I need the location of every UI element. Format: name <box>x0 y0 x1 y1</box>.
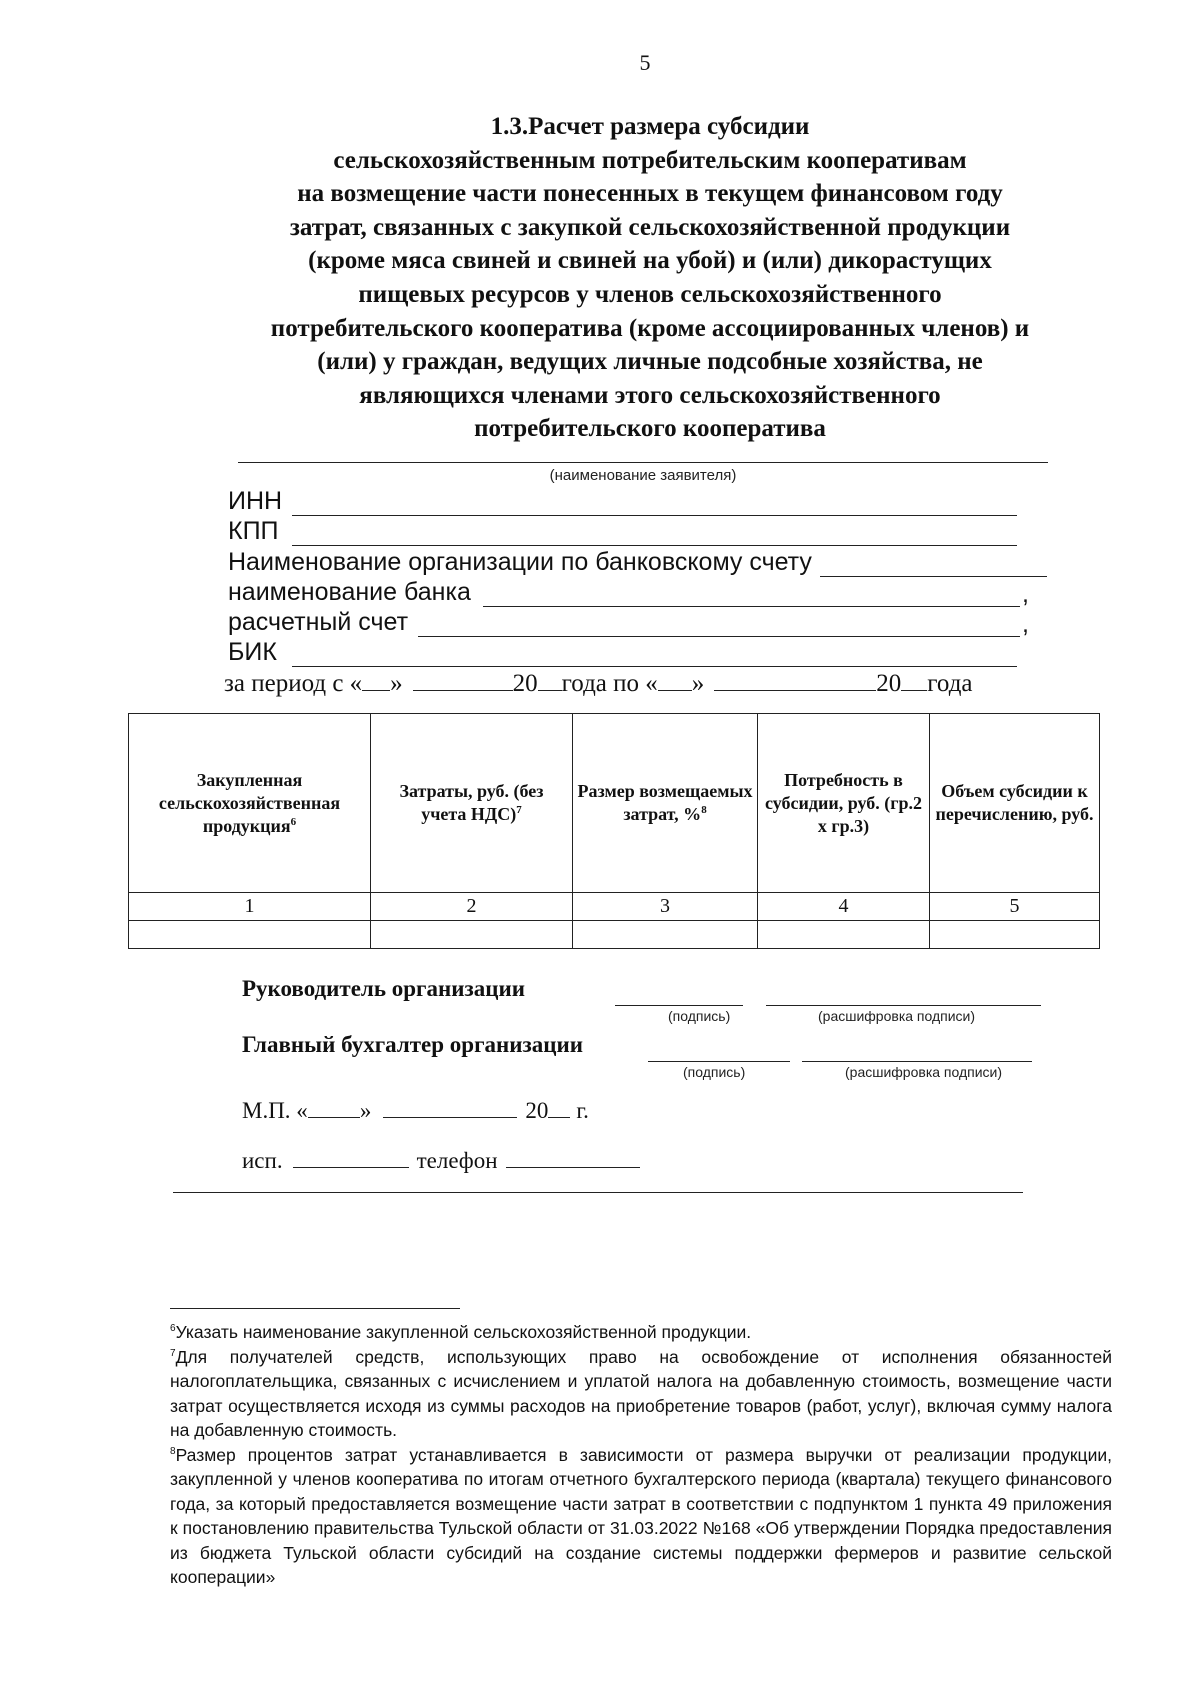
account-field[interactable] <box>418 636 1020 637</box>
head-signature-field[interactable] <box>615 1005 743 1006</box>
kpp-field[interactable] <box>292 545 1017 546</box>
accountant-signature-caption: (подпись) <box>683 1064 746 1080</box>
title-line: являющихся членами этого сельскохозяйственного <box>359 381 941 409</box>
table-header-row <box>129 714 1100 893</box>
document-title <box>200 110 1100 446</box>
bank-account-org-field[interactable] <box>820 576 1047 577</box>
period-to-year-field[interactable] <box>901 668 927 691</box>
accountant-signature-field[interactable] <box>648 1061 790 1062</box>
table-header-cell: Объем субсидии к перечислению, руб. <box>930 714 1100 893</box>
bik-field[interactable] <box>292 666 1017 667</box>
mp-line <box>242 1095 589 1124</box>
executor-label: исп. <box>242 1148 283 1173</box>
title-line: (кроме мяса свиней и свиней на убой) и (или) дикорастущих <box>308 247 992 275</box>
period-from-month-field[interactable] <box>413 668 513 691</box>
period-to-month-field[interactable] <box>714 668 876 691</box>
bank-name-field[interactable] <box>483 606 1020 607</box>
mp-month-field[interactable] <box>383 1095 517 1118</box>
table-number-row <box>129 893 1100 921</box>
head-label: Руководитель организации <box>242 976 525 1001</box>
footnote-separator <box>170 1308 460 1309</box>
table-header-cell: Потребность в субсидии, руб. (гр.2 х гр.3) <box>758 714 930 893</box>
account-label: расчетный счет <box>228 608 409 636</box>
period-end-text: года <box>927 670 973 697</box>
title-line: пищевых ресурсов у членов сельскохозяйственного <box>358 280 942 308</box>
table-cell[interactable] <box>758 921 930 949</box>
period-line <box>224 668 973 698</box>
bank-name-comma: , <box>1022 580 1029 608</box>
table-cell[interactable] <box>930 921 1100 949</box>
period-year-prefix: 20 <box>876 670 902 697</box>
mp-suffix: г. <box>576 1098 589 1123</box>
column-number: 2 <box>371 893 573 921</box>
title-line: потребительского кооператива (кроме ассоциированных членов) и <box>270 314 1030 342</box>
column-number: 4 <box>758 893 930 921</box>
form-bottom-rule <box>173 1192 1023 1193</box>
table-header-cell: Размер возмещаемых затрат, %$^8$ <box>573 714 758 893</box>
period-from-prefix: за период с « <box>224 670 363 697</box>
inn-field[interactable] <box>292 515 1017 516</box>
title-line: 1.3.Расчет размера субсидии <box>490 113 810 140</box>
accountant-label: Главный бухгалтер организации <box>242 1032 584 1057</box>
kpp-label: КПП <box>228 517 279 545</box>
inn-label: ИНН <box>228 487 283 515</box>
table-header-cell: Затраты, руб. (без учета НДС)$^7$ <box>371 714 573 893</box>
phone-label: телефон <box>416 1148 498 1173</box>
period-quote: » <box>390 670 403 697</box>
table-cell[interactable] <box>129 921 371 949</box>
table-cell[interactable] <box>371 921 573 949</box>
period-year-prefix: 20 <box>512 670 538 697</box>
column-number: 3 <box>573 893 758 921</box>
bank-account-org-label: Наименование организации по банковскому счету <box>228 548 812 576</box>
mp-day-field[interactable] <box>308 1095 360 1118</box>
title-line: сельскохозяйственным потребительским кооперативам <box>333 146 967 174</box>
executor-field[interactable] <box>293 1145 409 1168</box>
mp-prefix: М.П. « <box>242 1098 308 1123</box>
applicant-caption: (наименование заявителя) <box>549 467 737 484</box>
bank-name-label: наименование банка <box>228 578 471 606</box>
applicant-name-line[interactable] <box>238 462 1048 463</box>
footnote: $^6$Указать наименование закупленной сельскохозяйственной продукции. <box>170 1322 752 1342</box>
column-number: 5 <box>930 893 1100 921</box>
page-number: 5 <box>639 50 651 75</box>
footnotes <box>170 1320 1112 1590</box>
column-number: 1 <box>129 893 371 921</box>
accountant-decode-field[interactable] <box>802 1061 1032 1062</box>
period-from-day-field[interactable] <box>362 668 390 691</box>
accountant-decode-caption: (расшифровка подписи) <box>845 1064 1003 1080</box>
period-quote: » <box>691 670 705 697</box>
period-to-text: года по « <box>561 670 658 697</box>
head-decode-caption: (расшифровка подписи) <box>818 1008 976 1024</box>
footnote: $^7$Для получателей средств, использующих право на освобождение от исполнения обязанностей налогоплательщика, связанных с исчислением и уплатой налога на добавленную стоимость, возмещение части затрат осуществляется исходя из суммы расходов на приобретение товаров (работ, услуг), включая сумму налога на добавленную стоимость. <box>170 1346 1112 1440</box>
period-from-year-field[interactable] <box>538 668 562 691</box>
head-decode-field[interactable] <box>766 1005 1041 1006</box>
footnote: $^8$Размер процентов затрат устанавливается в зависимости от размера выручки от реализации продукции, закупленной у членов кооператива по итогам отчетного бухгалтерского периода (квартала) текущего финансового года, за который предоставляется возмещение части затрат в соответствии с подпунктом 1 пункта 49 приложения к постановлению правительства Тульской области от 31.03.2022 №168 «Об утверждении Порядка предоставления из бюджета Тульской области субсидий на создание системы поддержки фермеров и развитие сельской кооперации» <box>170 1444 1112 1587</box>
head-signature-caption: (подпись) <box>668 1008 731 1024</box>
table-row <box>129 921 1100 949</box>
bik-label: БИК <box>228 638 277 666</box>
mp-quote: » <box>359 1098 372 1123</box>
account-comma: , <box>1022 610 1029 638</box>
title-line: (или) у граждан, ведущих личные подсобные хозяйства, не <box>317 348 983 376</box>
table-cell[interactable] <box>573 921 758 949</box>
mp-year-prefix: 20 <box>525 1098 549 1123</box>
title-line: на возмещение части понесенных в текущем финансовом году <box>297 180 1003 208</box>
phone-field[interactable] <box>506 1145 640 1168</box>
title-line: затрат, связанных с закупкой сельскохозяйственной продукции <box>289 213 1011 241</box>
mp-year-field[interactable] <box>548 1095 570 1118</box>
title-line: потребительского кооператива <box>474 415 826 443</box>
executor-line <box>242 1145 640 1174</box>
table-header-cell: Закупленная сельскохозяйственная продукция$^6$ <box>129 714 371 893</box>
period-to-day-field[interactable] <box>658 668 692 691</box>
subsidy-table <box>128 713 1100 949</box>
